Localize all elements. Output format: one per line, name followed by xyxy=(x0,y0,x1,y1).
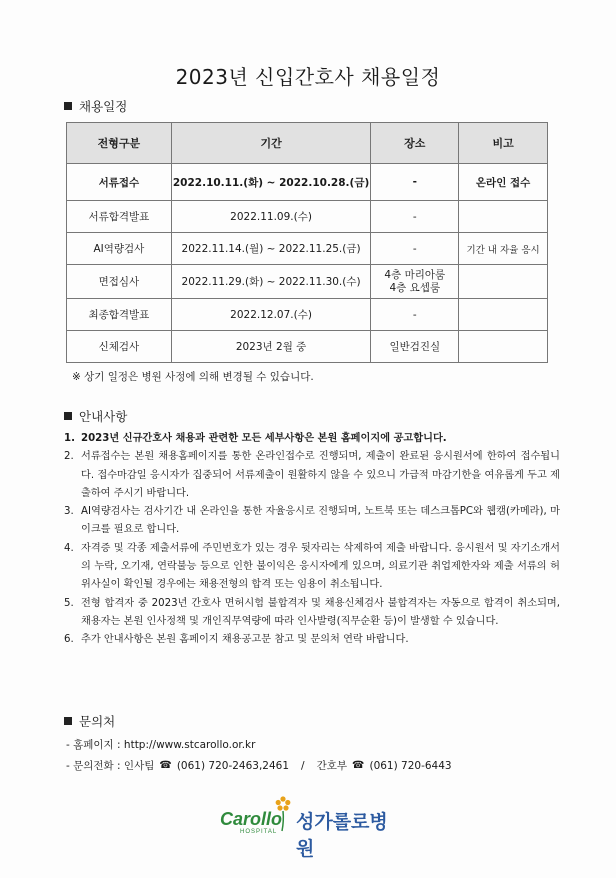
item-text: 전형 합격자 중 2023년 간호사 면허시험 불합격자 및 채용신체검사 불합격자는 자동으로 합격이 취소되며, 채용자는 본원 인사정책 및 개인직무역량에 따라 인사발령(직무순환 등)이 발생할 수 있습니다. xyxy=(81,597,560,627)
item-number: 2. xyxy=(64,451,74,463)
cell-period: 2022.11.29.(화) ~ 2022.11.30.(수) xyxy=(171,265,371,299)
item-text: 2023년 신규간호사 채용과 관련한 모든 세부사항은 본원 홈페이지에 공고합니다. xyxy=(81,433,447,444)
place-line-1: 4층 마리아룸 xyxy=(384,268,446,281)
cell-remark xyxy=(459,299,548,331)
schedule-table xyxy=(66,122,548,363)
cell-type: 서류접수 xyxy=(67,164,172,201)
logo-english: Carollo xyxy=(220,809,283,829)
contact-phone xyxy=(66,758,452,773)
header-place: 장소 xyxy=(371,123,459,164)
item-number: 5. xyxy=(64,597,74,609)
homepage-link[interactable]: http://www.stcarollo.or.kr xyxy=(123,738,256,751)
list-item xyxy=(64,430,560,448)
logo-hospital: HOSPITAL xyxy=(240,829,278,835)
schedule-note: ※ 상기 일정은 병원 사정에 의해 변경될 수 있습니다. xyxy=(72,371,314,383)
cell-type: AI역량검사 xyxy=(67,233,172,265)
cell-place: - xyxy=(371,299,459,331)
table-header-row xyxy=(67,123,548,164)
square-bullet-icon xyxy=(64,717,72,725)
section-heading-contact xyxy=(64,712,115,730)
section-title: 문의처 xyxy=(79,714,116,729)
section-heading-schedule xyxy=(64,97,127,115)
header-remark: 비고 xyxy=(459,123,548,164)
phone-label: - 문의전화 : xyxy=(66,760,124,772)
cell-period: 2022.11.14.(월) ~ 2022.11.25.(금) xyxy=(171,233,371,265)
cell-remark xyxy=(459,331,548,363)
cell-period: 2022.12.07.(수) xyxy=(171,299,371,331)
item-text: 서류접수는 본원 채용홈페이지를 통한 온라인접수로 진행되며, 제출이 완료된 응시원서에 한하여 접수됩니다. 접수마감일 응시자가 집중되어 서류제출이 원활하지 않을 수 있으니 가급적 마감기한을 여유롭게 두고 제출하여 주시기 바랍니다. xyxy=(81,451,560,499)
homepage-label: - 홈페이지 : xyxy=(66,739,124,751)
cell-type: 서류합격발표 xyxy=(67,201,172,233)
table-row xyxy=(67,331,548,363)
cell-place: - xyxy=(371,201,459,233)
cell-period: 2022.10.11.(화) ~ 2022.10.28.(금) xyxy=(171,164,371,201)
square-bullet-icon xyxy=(64,102,72,110)
list-item xyxy=(64,631,560,649)
item-text: 추가 안내사항은 본원 홈페이지 채용공고문 참고 및 문의처 연락 바랍니다. xyxy=(81,634,409,646)
section-title: 채용일정 xyxy=(79,99,128,114)
contact-homepage xyxy=(66,737,255,752)
dept-hr: 인사팀 xyxy=(123,760,155,772)
cell-place: - xyxy=(371,164,459,201)
phone-number-hr: (061) 720-2463,2461 xyxy=(176,759,290,772)
square-bullet-icon xyxy=(64,412,72,420)
separator: / xyxy=(301,759,305,772)
section-title: 안내사항 xyxy=(79,409,128,424)
section-heading-notice xyxy=(64,407,127,425)
list-item xyxy=(64,448,560,503)
cell-place: 일반검진실 xyxy=(371,331,459,363)
page-title: 2023년 신입간호사 채용일정 xyxy=(175,65,441,89)
phone-number-nursing: (061) 720-6443 xyxy=(369,759,452,772)
header-type: 전형구분 xyxy=(67,123,172,164)
hospital-logo xyxy=(220,795,400,860)
cell-period: 2023년 2월 중 xyxy=(171,331,371,363)
cell-type: 면접심사 xyxy=(67,265,172,299)
dept-nursing: 간호부 xyxy=(316,760,347,772)
list-item xyxy=(64,540,560,595)
cell-type: 신체검사 xyxy=(67,331,172,363)
cell-type: 최종합격발표 xyxy=(67,299,172,331)
notice-list xyxy=(64,430,560,650)
item-text: 자격증 및 각종 제출서류에 주민번호가 있는 경우 뒷자리는 삭제하여 제출 바랍니다. 응시원서 및 자기소개서의 누락, 오기재, 연락불능 등으로 인한 불이익은 응시자에게 있으며, 의료기관 취업제한자와 제출 서류의 허위사실이 확인될 경우에는 채용전형의 합격 또는 임용이 취소됩니다. xyxy=(81,542,560,591)
telephone-icon: ☎ xyxy=(352,760,365,771)
cell-remark: 기간 내 자율 응시 xyxy=(459,233,548,265)
table-row xyxy=(67,265,548,299)
cell-remark xyxy=(459,265,548,299)
header-period: 기간 xyxy=(171,123,371,164)
table-row xyxy=(67,233,548,265)
item-number: 6. xyxy=(64,634,74,646)
cell-remark xyxy=(459,201,548,233)
logo-korean: 성가롤로병원 xyxy=(296,811,388,860)
list-item xyxy=(64,595,560,632)
cell-period: 2022.11.09.(수) xyxy=(171,201,371,233)
item-text: AI역량검사는 검사기간 내 온라인을 통한 자율응시로 진행되며, 노트북 또는 데스크톱PC와 웹캠(카메라), 마이크를 필요로 합니다. xyxy=(81,506,560,536)
item-number: 4. xyxy=(64,542,74,554)
item-number: 1. xyxy=(64,433,75,444)
telephone-icon: ☎ xyxy=(159,760,172,771)
cell-remark: 온라인 접수 xyxy=(459,164,548,201)
place-line-2: 4층 요셉룸 xyxy=(389,281,441,294)
table-row xyxy=(67,164,548,201)
cell-place xyxy=(371,265,459,299)
table-row xyxy=(67,201,548,233)
list-item xyxy=(64,503,560,540)
item-number: 3. xyxy=(64,506,74,518)
table-row xyxy=(67,299,548,331)
cell-place: - xyxy=(371,233,459,265)
